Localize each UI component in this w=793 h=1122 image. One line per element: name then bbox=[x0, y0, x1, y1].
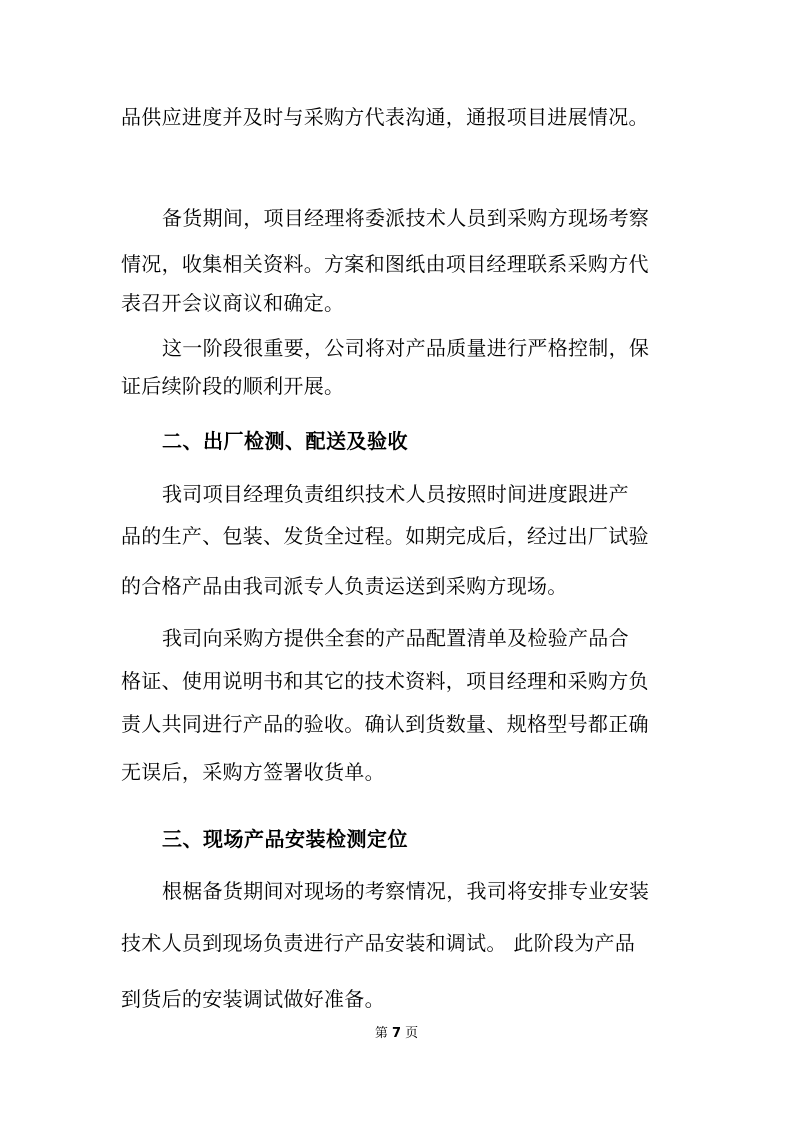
paragraph-line: 我司向采购方提供全套的产品配置清单及检验产品合 bbox=[162, 626, 629, 650]
paragraph-line: 我司项目经理负责组织技术人员按照时间进度跟进产 bbox=[162, 482, 629, 506]
section-heading: 二、出厂检测、配送及验收 bbox=[162, 429, 408, 453]
paragraph-line: 情况，收集相关资料。方案和图纸由项目经理联系采购方代 bbox=[121, 252, 649, 276]
paragraph-line: 备货期间，项目经理将委派技术人员到采购方现场考察 bbox=[162, 206, 650, 230]
paragraph-line: 的合格产品由我司派专人负责运送到采购方现场。 bbox=[121, 574, 568, 598]
paragraph-line: 到货后的安装调试做好准备。 bbox=[121, 987, 385, 1011]
paragraph-line: 根椐备货期间对现场的考察情况，我司将安排专业安装 bbox=[162, 879, 650, 903]
section-heading: 三、现场产品安装检测定位 bbox=[162, 827, 408, 851]
paragraph-line: 技术人员到现场负责进行产品安装和调试。 此阶段为产品 bbox=[121, 931, 636, 955]
paragraph-line: 证后续阶段的顺利开展。 bbox=[121, 374, 345, 398]
footer-prefix: 第 bbox=[374, 1026, 388, 1041]
paragraph-line: 无误后，采购方签署收货单。 bbox=[121, 760, 385, 784]
paragraph-line: 品供应进度并及时与采购方代表沟通，通报项目进展情况。 bbox=[121, 105, 649, 129]
paragraph-line: 品的生产、包装、发货全过程。如期完成后，经过出厂试验 bbox=[121, 524, 649, 548]
paragraph-line: 格证、使用说明书和其它的技术资料，项目经理和采购方负 bbox=[121, 669, 649, 693]
page-footer bbox=[0, 1025, 793, 1043]
paragraph-line: 这一阶段很重要，公司将对产品质量进行严格控制，保 bbox=[162, 336, 650, 360]
footer-suffix: 页 bbox=[405, 1026, 419, 1041]
paragraph-line: 表召开会议商议和确定。 bbox=[121, 291, 345, 315]
paragraph-line: 责人共同进行产品的验收。确认到货数量、规格型号都正确 bbox=[121, 712, 649, 736]
page-number: 7 bbox=[391, 1026, 402, 1041]
